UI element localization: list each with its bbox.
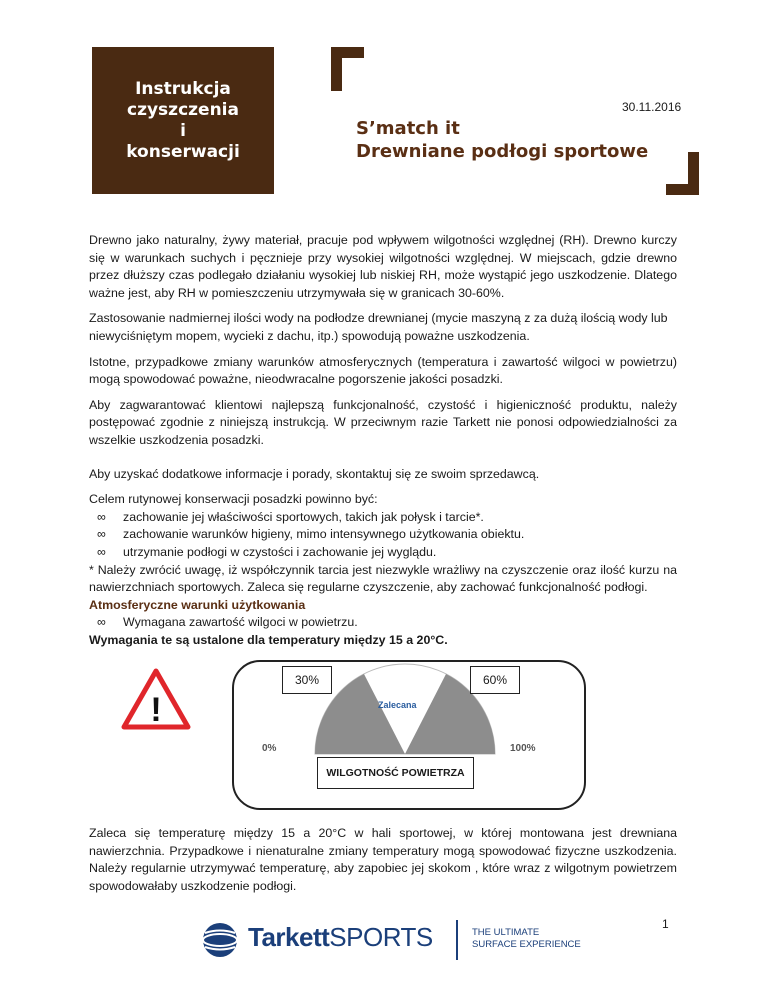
label-60-percent: 60% <box>470 666 520 694</box>
paragraph: Drewno jako naturalny, żywy materiał, pracuje pod wpływem wilgotności względnej (RH). Drewno kurczy się w warunkach suchych i pęcznieje przy wysokiej wilgotności względnej. W miejscach, gdzie drewno przez dłuższy czas podlegało działaniu wysokiej lub niskiej RH, może wystąpić jego uszkodzenie. Dlatego ważne jest, aby RH w pomieszczeniu utrzymywała się w granicach 30-60%. <box>89 233 677 300</box>
axis-title: WILGOTNOŚĆ POWIETRZA <box>317 757 474 789</box>
title-line: i <box>180 120 186 141</box>
warning-symbol: ! <box>150 691 162 729</box>
conditions-heading: Atmosferyczne warunki użytkowania <box>89 597 306 612</box>
decorative-corner-bottom <box>688 152 699 195</box>
title-line: Instrukcja <box>135 78 231 99</box>
title-line: czyszczenia <box>127 99 239 120</box>
page-number: 1 <box>662 917 669 931</box>
maintenance-list <box>89 509 677 562</box>
min-label: 0% <box>262 743 277 754</box>
globe-icon <box>200 920 240 960</box>
brand-name: TarkettSPORTS <box>248 922 433 952</box>
closing-paragraph: Zaleca się temperaturę między 15 a 20°C w hali sportowej, w której montowana jest drewniana nawierzchnia. Przypadkowe i nienaturalne zmiany temperatury mogą spowodować fizyczne uszkodzenia. Należy regularnie utrzymywać temperaturę, aby zapobiec jej skokom , które wraz z wilgotnym powietrzem spowodowałaby uszkodzenie podłogi. <box>89 826 677 893</box>
product-subtitle: Drewniane podłogi sportowe <box>356 141 649 162</box>
list-item: ∞ Wymagana zawartość wilgoci w powietrzu. <box>89 614 677 632</box>
paragraph: Aby zagwarantować klientowi najlepszą funkcjonalność, czystość i higieniczność produktu, należy postępować zgodnie z niniejszą instrukcją. W przeciwnym razie Tarkett nie ponosi odpowiedzialności za wszelkie uszkodzenia posadzki. <box>89 397 677 447</box>
warning-icon <box>121 668 191 730</box>
brand-tagline: THE ULTIMATE SURFACE EXPERIENCE <box>472 927 581 950</box>
list-item: ∞ zachowanie jej właściwości sportowych, takich jak połysk i tarcie*. <box>89 509 677 527</box>
humidity-diagram <box>232 660 586 810</box>
paragraph: Aby uzyskać dodatkowe informacje i porady, skontaktuj się ze swoim sprzedawcą. <box>89 466 540 481</box>
friction-note: * Należy zwrócić uwagę, iż współczynnik tarcia jest niezwykle wrażliwy na czyszczenie oraz ilość kurzu na nawierzchniach sportowych. Zaleca się regularne czyszczenie, aby zachować funkcjonalność podłogi. <box>89 562 677 595</box>
paragraph: Zastosowanie nadmiernej ilości wody na podłodze drewnianej (mycie maszyną z za dużą ilością wody lub niewyciśniętym mopem, wycieki z dachu, itp.) spowodują poważne uszkodzenia. <box>89 311 668 343</box>
list-item: ∞ zachowanie warunków higieny, mimo intensywnego użytkowania obiektu. <box>89 526 677 544</box>
title-line: konserwacji <box>126 141 240 162</box>
bullet-icon: ∞ <box>97 527 106 542</box>
bullet-icon: ∞ <box>97 509 106 524</box>
product-name: S’match it <box>356 118 460 139</box>
document-title-box <box>92 47 274 194</box>
tarkett-sports-logo <box>200 920 580 960</box>
recommended-label: Zalecana <box>378 700 417 710</box>
requirements-note: Wymagania te są ustalone dla temperatury między 15 a 20°C. <box>89 632 448 647</box>
paragraph: Istotne, przypadkowe zmiany warunków atmosferycznych (temperatura i zawartość wilgoci w powietrzu) mogą spowodować poważne, nieodwracalne pogorszenie jakości posadzki. <box>89 354 677 387</box>
decorative-corner-top <box>331 47 342 91</box>
bullet-icon: ∞ <box>97 615 106 630</box>
main-content <box>89 232 677 649</box>
bullet-icon: ∞ <box>97 544 106 559</box>
label-30-percent: 30% <box>282 666 332 694</box>
max-label: 100% <box>510 743 536 754</box>
list-item: ∞ utrzymanie podłogi w czystości i zachowanie jej wyglądu. <box>89 544 677 562</box>
conditions-list <box>89 614 677 632</box>
page-title <box>356 117 648 163</box>
maintenance-intro: Celem rutynowej konserwacji posadzki powinno być: <box>89 492 378 507</box>
document-date: 30.11.2016 <box>622 100 682 114</box>
logo-divider <box>456 920 458 960</box>
